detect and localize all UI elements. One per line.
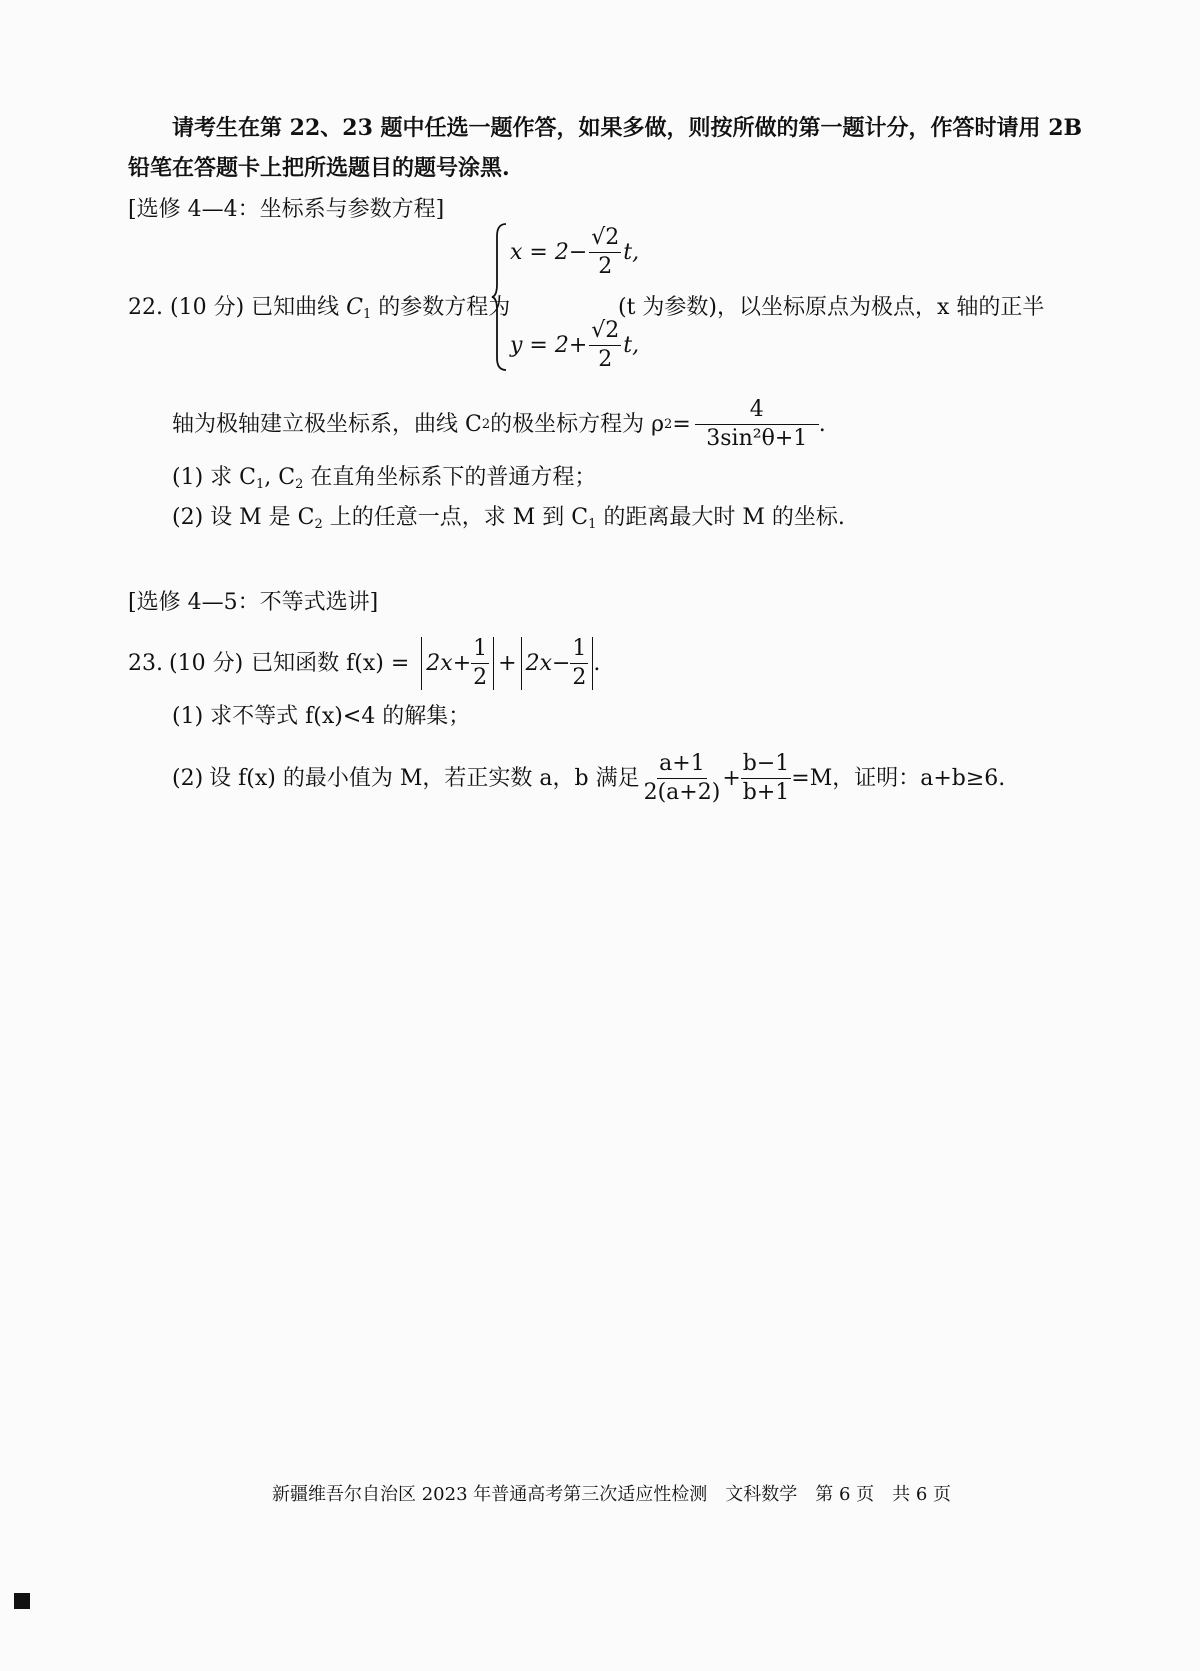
section-header-inequalities: [选修 4—5：不等式选讲] [128,590,379,615]
problem-23-part-2: (2) 设 f(x) 的最小值为 M，若正实数 a，b 满足 $\frac{a+1}{2(a+2)}$ + $\frac{b-1}{b+1}$ =M，证明：a+b≥6. [172,751,1006,806]
problem-23-part-1: (1) 求不等式 f(x)<4 的解集； [172,704,471,729]
problem-22-number: 22. [128,295,163,320]
problem-22-part-2: (2) 设 M 是 $C_2$ 上的任意一点，求 M 到 $C_1$ 的距离最大时 M 的坐标. [172,505,845,532]
abs-term-1: 2x+ $\frac{1}{2}$ [421,637,494,690]
equation-x: x = 2− $\frac{√2}{2}$ t, [510,225,640,280]
system-brace-icon [490,222,510,372]
instructions-line-2: 铅笔在答题卡上把所选题目的题号涂黑. [128,155,510,181]
section-header-coordinates: [选修 4—4：坐标系与参数方程] [128,197,445,222]
problem-22-param-note: (t 为参数)，以坐标原点为极点，x 轴的正半 [618,295,1045,320]
registration-mark-icon [14,1593,30,1609]
problem-22-polar-line: 轴为极轴建立极坐标系，曲线 C 2 的极坐标方程为 ρ 2 = $\frac{4}{\text{3sin²θ+1}}$ . [172,397,826,452]
problem-22-intro: 22. (10 分) 已知曲线 $C_1$ 的参数方程为 [128,295,511,322]
problem-22-part-1: (1) 求 $C_1$, $C_2$ 在直角坐标系下的普通方程； [172,465,597,492]
problem-23-score: (10 分) [169,650,244,676]
problem-22-score: (10 分) [170,295,245,320]
instructions-line-1: 请考生在第 22、23 题中任选一题作答，如果多做，则按所做的第一题计分，作答时请用 2B [172,115,1083,141]
problem-23-number: 23. [128,650,163,676]
abs-term-2: 2x− $\frac{1}{2}$ [521,637,594,690]
equation-y: y = 2+ $\frac{√2}{2}$ t, [510,318,640,373]
page-footer: 新疆维吾尔自治区 2023 年普通高考第三次适应性检测 文科数学 第 6 页 共 6 页 [272,1484,952,1505]
problem-23-intro: 23. (10 分) 已知函数 f(x) = 2x+ $\frac{1}{2}$ + 2x− $\frac{1}{2}$ . [128,636,601,691]
